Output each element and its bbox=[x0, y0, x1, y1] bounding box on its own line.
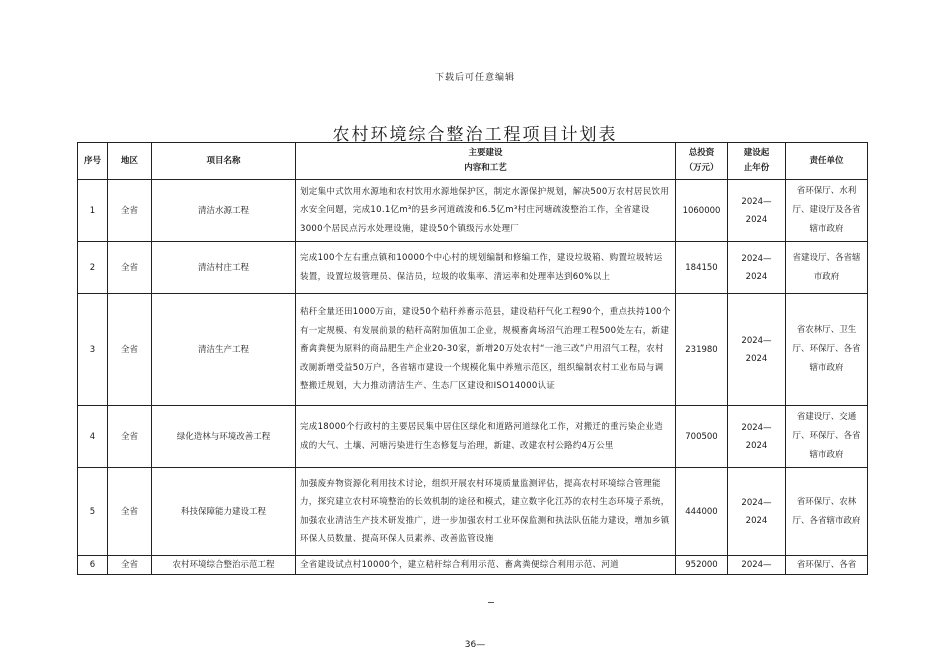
cell-region: 全省 bbox=[108, 242, 152, 294]
cell-period: 2024—2024 bbox=[728, 406, 786, 468]
page-title: 农村环境综合整治工程项目计划表 bbox=[332, 125, 618, 145]
cell-name: 清洁村庄工程 bbox=[152, 242, 296, 294]
header-note: 下载后可任意编辑 bbox=[434, 73, 515, 83]
header-seq: 序号 bbox=[78, 143, 108, 180]
table-row bbox=[78, 242, 868, 294]
cell-name: 科技保障能力建设工程 bbox=[152, 468, 296, 556]
cell-seq: 5 bbox=[78, 468, 108, 556]
header-investment-line1: 总投资 bbox=[688, 148, 715, 158]
cell-period: 2024—2024 bbox=[728, 468, 786, 556]
cell-name: 绿化造林与环境改善工程 bbox=[152, 406, 296, 468]
table-header-row bbox=[78, 143, 868, 180]
cell-content: 秸秆全量还田1000万亩，建设50个秸秆养畜示范县，建设秸秆气化工程90个，重点扶持100个有一定规模、有发展前景的秸秆高附加值加工企业，规模畜禽场沼气治理工程500处左右，新建畜禽粪便为原料的商品肥生产企业20-30家，新增20万处农村“一池三改”户用沼气工程，农村改厕新增受益50万户，各省辖市建设一个规模化集中养殖示范区，组织编制农村工业布局与调整搬迁规划，大力推动清洁生产、生态厂区建设和ISO14000认证 bbox=[296, 294, 676, 406]
header-content-line2: 内容和工艺 bbox=[464, 163, 507, 173]
table-row bbox=[78, 406, 868, 468]
footer-dash bbox=[488, 602, 494, 603]
cell-seq: 3 bbox=[78, 294, 108, 406]
cell-region: 全省 bbox=[108, 406, 152, 468]
cell-period: 2024—2024 bbox=[728, 294, 786, 406]
cell-region: 全省 bbox=[108, 556, 152, 575]
cell-unit: 省建设厅、交通厅、环保厅、各省辖市政府 bbox=[786, 406, 868, 468]
header-period-line1: 建设起 bbox=[743, 148, 770, 158]
cell-name: 清洁水源工程 bbox=[152, 180, 296, 242]
cell-seq: 2 bbox=[78, 242, 108, 294]
cell-name: 清洁生产工程 bbox=[152, 294, 296, 406]
cell-region: 全省 bbox=[108, 180, 152, 242]
cell-unit: 省农林厅、卫生厅、环保厅、各省辖市政府 bbox=[786, 294, 868, 406]
cell-unit: 省环保厅、各省 bbox=[786, 556, 868, 575]
header-period-line2: 止年份 bbox=[743, 163, 770, 173]
project-plan-table bbox=[77, 142, 868, 575]
cell-content: 完成100个左右重点镇和10000个中心村的规划编制和修编工作，建设垃圾箱、购置垃圾转运装置，设置垃圾管理员、保洁员，垃圾的收集率、清运率和处理率达到60%以上 bbox=[296, 242, 676, 294]
cell-seq: 6 bbox=[78, 556, 108, 575]
cell-region: 全省 bbox=[108, 294, 152, 406]
cell-content: 完成18000个行政村的主要居民集中居住区绿化和道路河道绿化工作，对搬迁的重污染企业造成的大气、土壤、河塘污染进行生态修复与治理，新建、改建农村公路约4万公里 bbox=[296, 406, 676, 468]
cell-period: 2024—2024 bbox=[728, 242, 786, 294]
header-content-line1: 主要建设 bbox=[468, 148, 503, 158]
table-row bbox=[78, 468, 868, 556]
cell-name: 农村环境综合整治示范工程 bbox=[152, 556, 296, 575]
cell-unit: 省环保厅、农林厅、各省辖市政府 bbox=[786, 468, 868, 556]
cell-period: 2024—2024 bbox=[728, 180, 786, 242]
cell-investment: 1060000 bbox=[676, 180, 728, 242]
page-number: 36— bbox=[464, 640, 486, 650]
cell-content: 划定集中式饮用水源地和农村饮用水源地保护区，制定水源保护规划，解决500万农村居民饮用水安全问题，完成10.1亿m³的县乡河道疏浚和6.5亿m³村庄河塘疏浚整治工作，全省建设3000个居民点污水处理设施，建设50个镇级污水处理厂 bbox=[296, 180, 676, 242]
cell-investment: 700500 bbox=[676, 406, 728, 468]
header-investment bbox=[676, 143, 728, 180]
header-content bbox=[296, 143, 676, 180]
cell-investment: 952000 bbox=[676, 556, 728, 575]
table-row bbox=[78, 294, 868, 406]
header-unit: 责任单位 bbox=[786, 143, 868, 180]
cell-region: 全省 bbox=[108, 468, 152, 556]
table-row bbox=[78, 556, 868, 575]
cell-period: 2024— bbox=[728, 556, 786, 575]
cell-investment: 184150 bbox=[676, 242, 728, 294]
header-investment-line2: （万元） bbox=[684, 163, 719, 173]
table-row bbox=[78, 180, 868, 242]
cell-investment: 444000 bbox=[676, 468, 728, 556]
cell-seq: 1 bbox=[78, 180, 108, 242]
cell-content: 加强废弃物资源化利用技术讨论，组织开展农村环境质量监测评估，提高农村环境综合管理能力，探究建立农村环境整治的长效机制的途径和模式，建立数字化江苏的农村生态环境子系统，加强农业清洁生产技术研发推广，进一步加强农村工业环保监测和执法队伍能力建设，增加乡镇环保人员数量、提高环保人员素养、改善监管设施 bbox=[296, 468, 676, 556]
cell-investment: 231980 bbox=[676, 294, 728, 406]
cell-unit: 省环保厅、水利厅、建设厅及各省辖市政府 bbox=[786, 180, 868, 242]
header-name: 项目名称 bbox=[152, 143, 296, 180]
cell-unit: 省建设厅、各省辖市政府 bbox=[786, 242, 868, 294]
header-period bbox=[728, 143, 786, 180]
cell-content: 全省建设试点村10000个，建立秸秆综合利用示范、畜禽粪便综合利用示范、河道 bbox=[296, 556, 676, 575]
cell-seq: 4 bbox=[78, 406, 108, 468]
header-region: 地区 bbox=[108, 143, 152, 180]
